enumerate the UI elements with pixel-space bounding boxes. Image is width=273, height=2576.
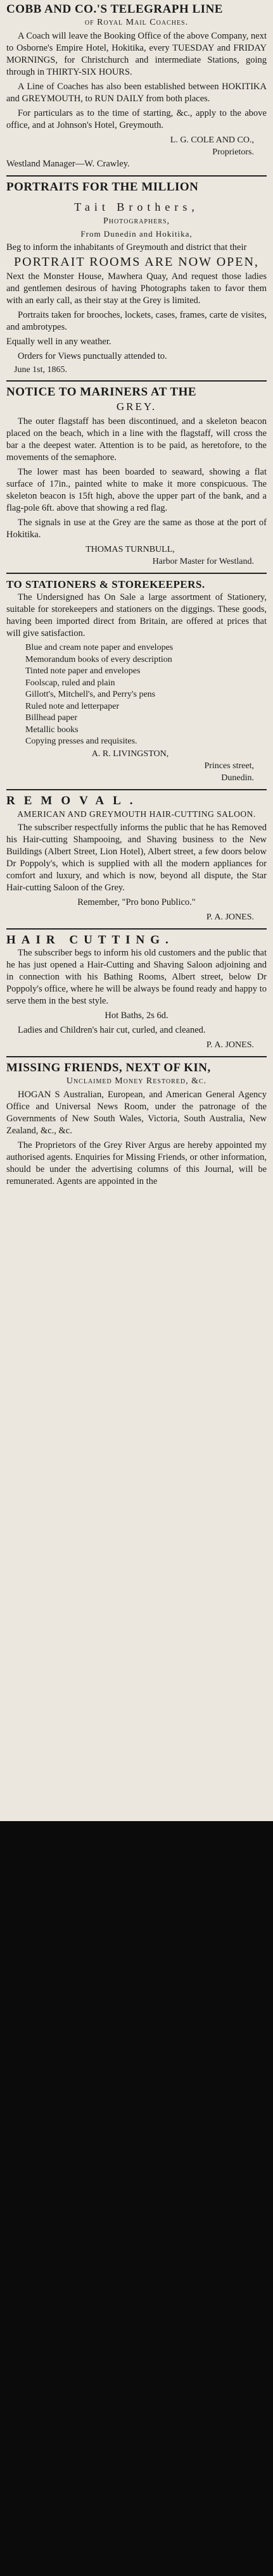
column-rule <box>6 789 267 790</box>
headline: REMOVAL. <box>6 793 142 807</box>
removal-advertisement <box>6 794 267 923</box>
paragraph: Equally well in any weather. <box>6 337 111 347</box>
signature: P. A. JONES. <box>206 1040 254 1050</box>
cobb-and-co-advertisement <box>6 3 267 170</box>
list-item: Copying presses and requisites. <box>25 737 137 746</box>
tait-brothers-advertisement <box>6 180 267 375</box>
paragraph: Beg to inform the inhabitants of Greymouth and district that their <box>6 242 247 252</box>
headline: PORTRAITS FOR THE MILLION <box>6 180 199 194</box>
paragraph: The Undersigned has On Sale a large assortment of Stationery, suitable for storekeepers and stationers on the diggings. These goods, having been imported direct from Britain, are offered at prices that will give satisfaction. <box>6 592 267 638</box>
notice-to-mariners <box>6 385 267 568</box>
paragraph: Portraits taken for brooches, lockets, cases, frames, carte de visites, and ambrotypes. <box>6 310 267 332</box>
headline: COBB AND CO.'S TELEGRAPH LINE <box>6 3 223 16</box>
origin: From Dunedin and Hokitika, <box>80 229 193 239</box>
signature-title: Harbor Master for Westland. <box>152 557 254 566</box>
hair-cutting-advertisement <box>6 933 267 1051</box>
signature: THOMAS TURNBULL, <box>86 545 175 554</box>
paragraph: A Line of Coaches has also been established between HOKITIKA and GREYMOUTH, to RUN DAILY from both places. <box>6 82 267 104</box>
column-rule <box>6 175 267 177</box>
list-item: Ruled note and letterpaper <box>25 701 120 711</box>
paragraph: For particulars as to the time of starting, &c., apply to the above office, and at Johnson's Hotel, Greymouth. <box>6 108 267 130</box>
paragraph: HOGAN S Australian, European, and American General Agency Office and Universal News Room, under the patronage of the Governments of New South Wales, Victoria, South Australia, New Zealand, &c., &c. <box>6 1089 267 1136</box>
subheadline: AMERICAN AND GREYMOUTH HAIR-CUTTING SALOON. <box>17 809 256 819</box>
stationery-list <box>6 642 267 748</box>
column-rule <box>6 928 267 930</box>
stationers-advertisement <box>6 578 267 784</box>
signature-city: Dunedin. <box>221 773 254 783</box>
motto: Remember, "Pro bono Publico." <box>77 897 196 907</box>
signature: A. R. LIVINGSTON, <box>91 749 169 759</box>
paragraph: The lower mast has been boarded to seaward, showing a flat surface of 17in., painted white to make it more conspicuous. The skeleton beacon is 15ft high, above the upper part of the bank, and a flag-pole 6ft. above that showing a red flag. <box>6 467 267 513</box>
paragraph: A Coach will leave the Booking Office of the above Company, next to Osborne's Empire Hotel, Hokitika, every TUESDAY and FRIDAY MORNINGS, for Christchurch and intermediate Stations, going through in THIRTY-SIX HOURS. <box>6 31 267 77</box>
list-item: Blue and cream note paper and envelopes <box>25 643 174 652</box>
date: June 1st, 1865. <box>14 365 67 375</box>
scan-dark-area <box>0 1821 273 2576</box>
list-item: Memorandum books of every description <box>25 654 172 664</box>
paragraph: The Proprietors of the Grey River Argus are hereby appointed my authorised agents. Enquiries for Missing Friends, or other information, should be under the advertising columns of this Journal, will be remunerated. Agents are appointed in the <box>6 1140 267 1186</box>
paragraph: Next the Monster House, Mawhera Quay, And request those ladies and gentlemen desirous of having Photographs taken to favor them with an early call, as their stay at the Grey is limited. <box>6 271 267 306</box>
headline: TO STATIONERS & STOREKEEPERS. <box>6 578 205 590</box>
trade: Photographers, <box>103 216 170 226</box>
paragraph: Ladies and Children's hair cut, curled, and cleaned. <box>18 1024 206 1035</box>
subheadline: Unclaimed Money Restored, &c. <box>66 1076 207 1086</box>
paragraph: The subscriber begs to inform his old customers and the public that he has just opened a Hair-Cutting and Shaving Saloon adjoining and in connection with his Bathing Rooms, Albert street, below Dr Poppoly's office, where he will be always be found ready and happy to serve them in the best style. <box>6 947 267 1006</box>
subheadline: GREY. <box>116 401 157 413</box>
signature-title: Proprietors. <box>212 147 254 157</box>
headline: MISSING FRIENDS, NEXT OF KIN, <box>6 1061 211 1074</box>
column-rule <box>6 1056 267 1057</box>
paragraph: The outer flagstaff has been discontinued, and a skeleton beacon placed on the beach, which in a line with the flagstaff, will cross the bar a the deepest water. Attention is to be paid, as heretofore, to the movements of the semaphore. <box>6 416 267 463</box>
list-item: Foolscap, ruled and plain <box>25 678 115 688</box>
headline: HAIR CUTTING. <box>6 933 174 947</box>
paragraph: Orders for Views punctually attended to. <box>18 351 167 361</box>
signature-address: Princes street, <box>204 761 254 771</box>
emphasis-line: PORTRAIT ROOMS ARE NOW OPEN, <box>14 255 259 269</box>
firm-name: Tait Brothers, <box>74 201 199 213</box>
missing-friends-advertisement <box>6 1061 267 1188</box>
signature: L. G. COLE AND CO., <box>170 135 254 145</box>
prices: Hot Baths, 2s 6d. <box>105 1010 168 1021</box>
column-rule <box>6 573 267 574</box>
list-item: Billhead paper <box>25 713 78 723</box>
subheadline: of Royal Mail Coaches. <box>84 18 189 27</box>
column-rule <box>6 380 267 382</box>
list-item: Gillott's, Mitchell's, and Perry's pens <box>25 690 156 699</box>
headline: NOTICE TO MARINERS AT THE <box>6 385 197 399</box>
manager-line: Westland Manager—W. Crawley. <box>6 159 130 169</box>
signature: P. A. JONES. <box>206 912 254 922</box>
paragraph: The signals in use at the Grey are the same as those at the port of Hokitika. <box>6 518 267 540</box>
paragraph: The subscriber respectfully informs the public that he has Removed his Hair-cutting Shampooing, and Shaving business to the New Buildings (Albert Street, Lion Hotel), Albert street, a few doors below Dr Poppoly's, which is supplied with all the modern appliances for comfort and luxury, and which is now, beyond all dispute, the Star Hair-cutting Saloon of the Grey. <box>6 822 267 893</box>
list-item: Tinted note paper and envelopes <box>25 666 141 676</box>
list-item: Metallic books <box>25 725 79 735</box>
